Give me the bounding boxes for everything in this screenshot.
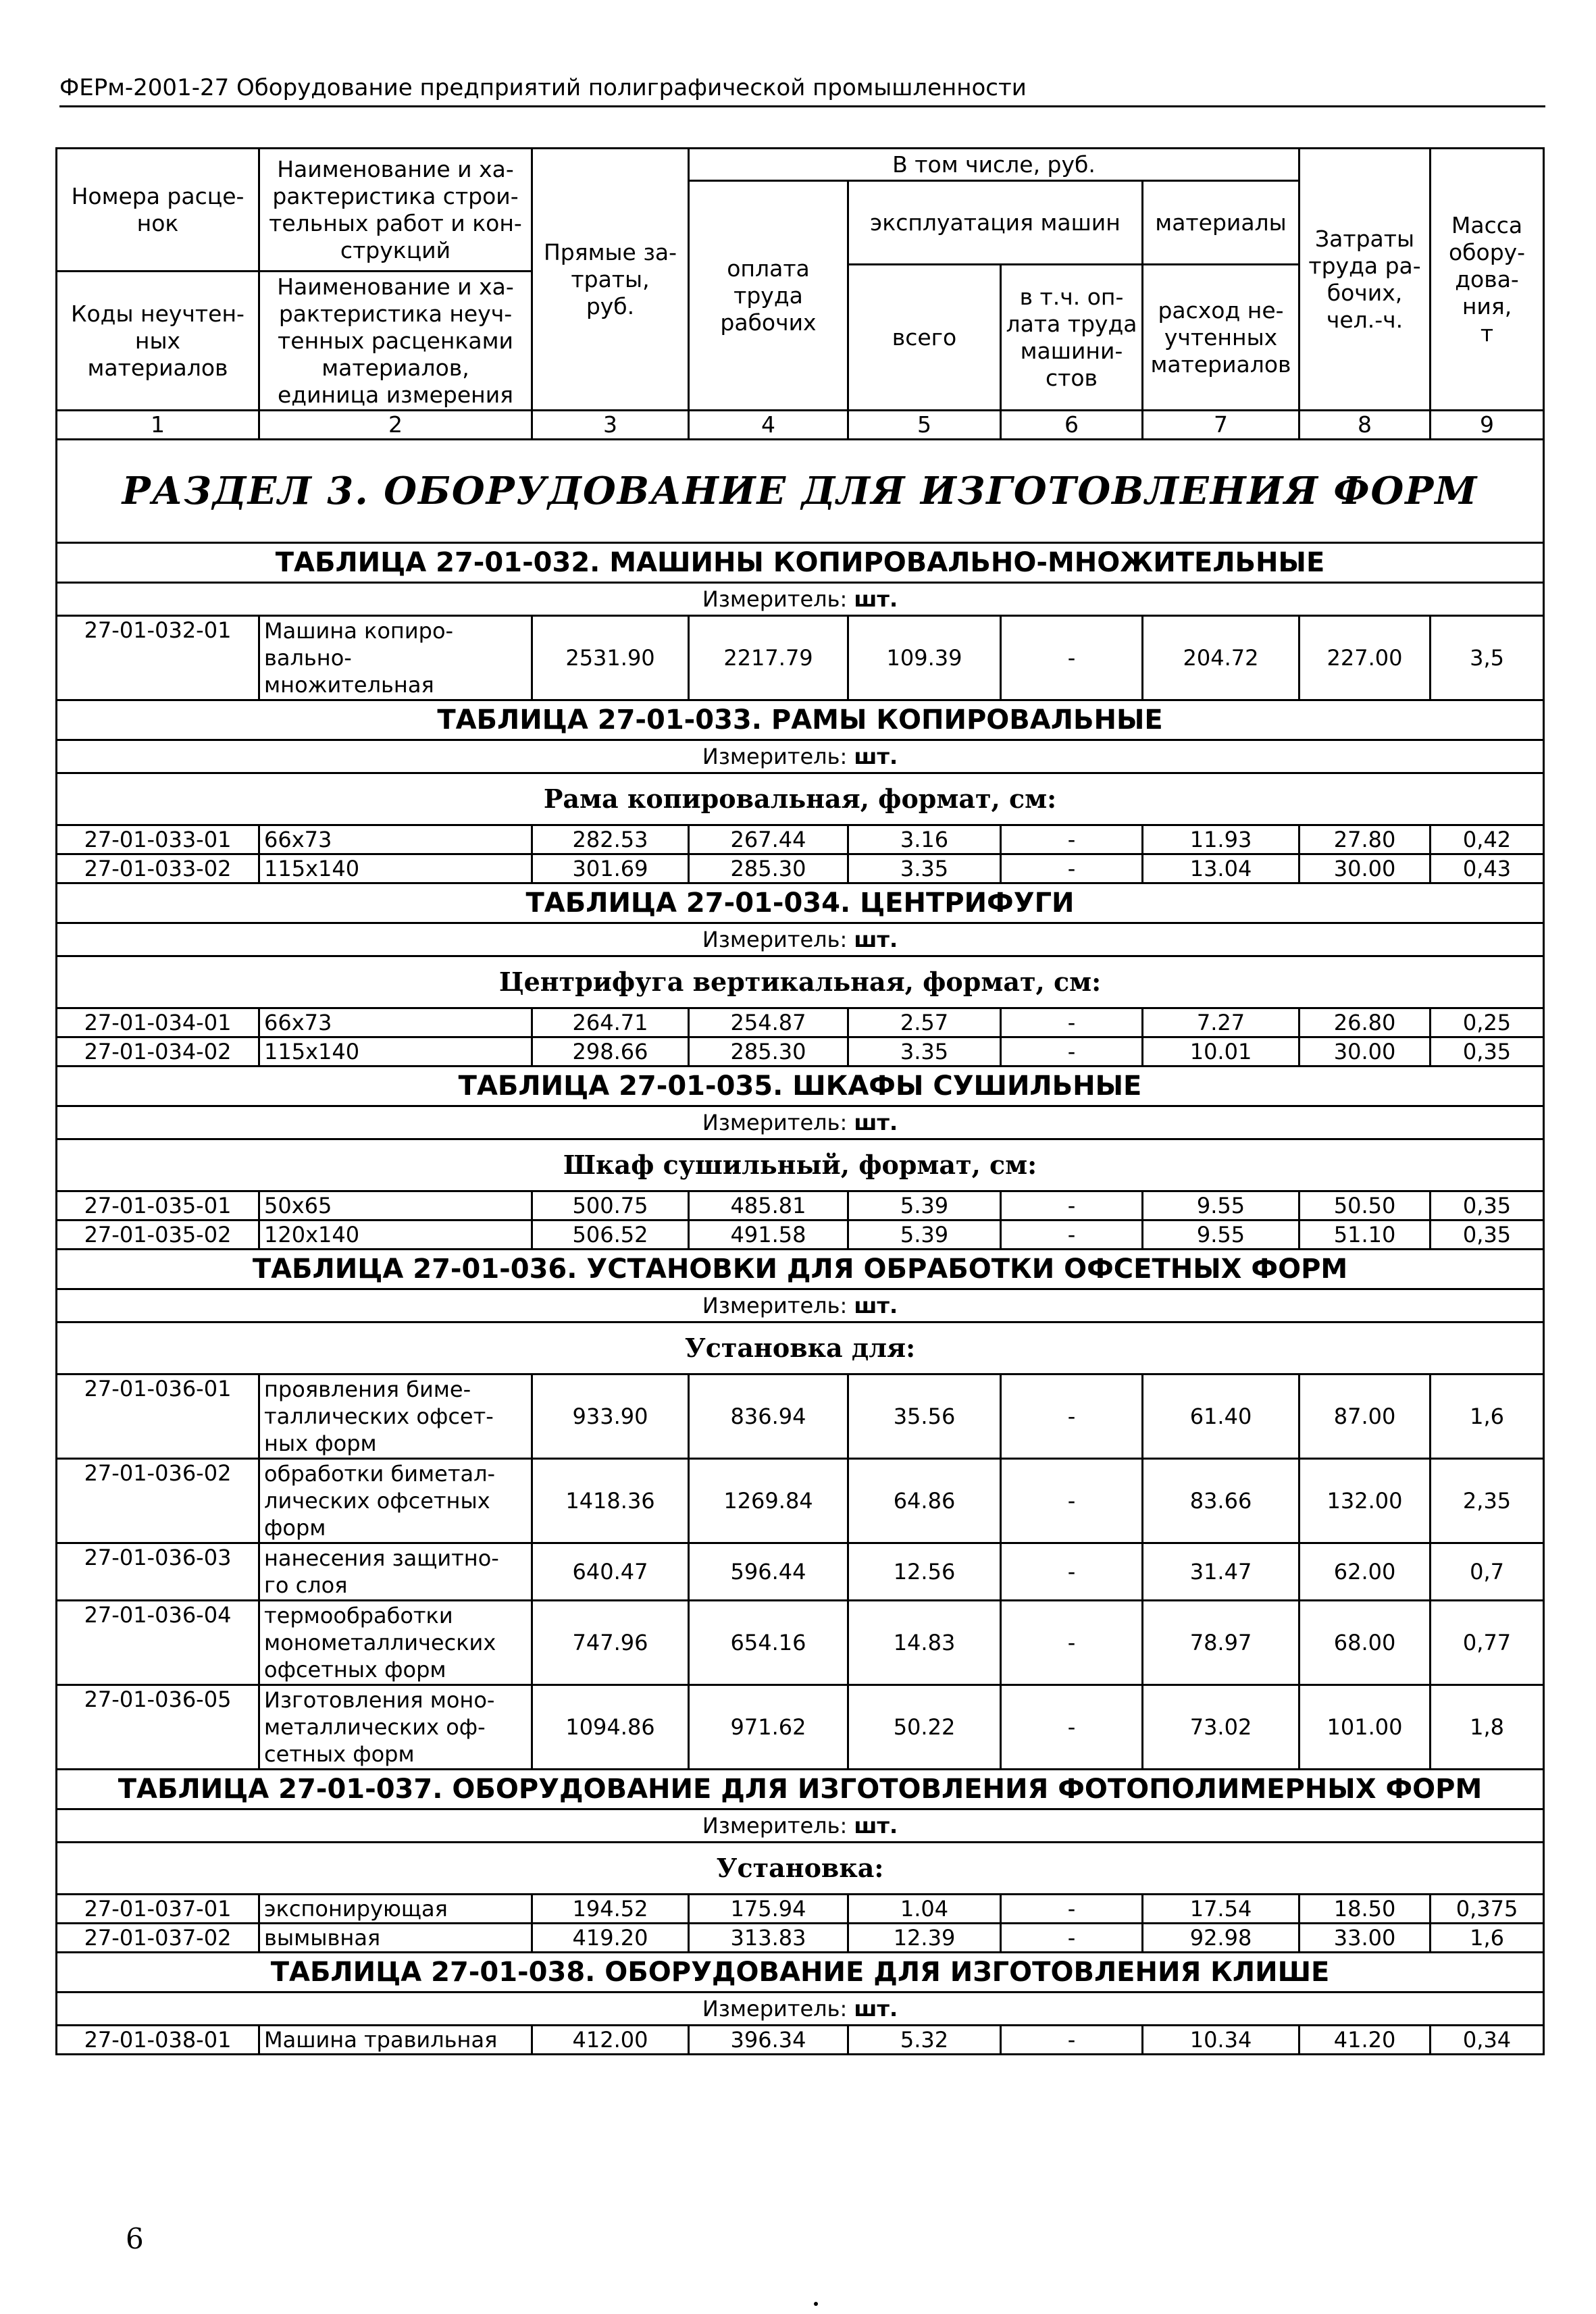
running-header: ФЕРм-2001-27 Оборудование предприятий полиграфической промышленности (59, 74, 1027, 101)
table-row (57, 1220, 1544, 1250)
equipment-mass: 1,8 (1431, 1685, 1544, 1770)
rate-code: 27-01-034-01 (57, 1008, 259, 1037)
worker-pay: 396.34 (689, 2026, 848, 2055)
header-equipment-mass: Масса обору- дова- ния, т (1431, 149, 1544, 411)
equipment-mass: 1,6 (1431, 1924, 1544, 1953)
equipment-mass: 3,5 (1431, 616, 1544, 700)
item-name: Машина травильная (259, 2026, 532, 2055)
header-rate-number: Номера расце- нок (57, 149, 259, 272)
machinist-pay: - (1001, 1543, 1143, 1601)
rate-code: 27-01-032-01 (57, 616, 259, 700)
section-title: РАЗДЕЛ 3. ОБОРУДОВАНИЕ ДЛЯ ИЗГОТОВЛЕНИЯ ФОРМ (57, 440, 1544, 543)
worker-pay: 2217.79 (689, 616, 848, 700)
meter-unit: шт. (854, 1813, 898, 1839)
item-name: 50x65 (259, 1191, 532, 1220)
table-row (57, 825, 1544, 854)
machinist-pay: - (1001, 1459, 1143, 1543)
machine-total: 3.35 (848, 854, 1001, 883)
column-number: 1 (57, 411, 259, 440)
worker-pay: 1269.84 (689, 1459, 848, 1543)
header-materials: материалы (1143, 181, 1299, 265)
column-number: 4 (689, 411, 848, 440)
meter-label: Измеритель: (702, 1293, 848, 1318)
meter-unit: шт. (854, 744, 898, 769)
materials: 9.55 (1143, 1220, 1299, 1250)
header-machine-operation: эксплуатация машин (848, 181, 1143, 265)
meter-unit: шт. (854, 586, 898, 612)
table-row (57, 2026, 1544, 2055)
equipment-mass: 0,34 (1431, 2026, 1544, 2055)
header-unaccounted-materials: расход не- учтенных материалов (1143, 265, 1299, 411)
machine-total: 64.86 (848, 1459, 1001, 1543)
table-title: ТАБЛИЦА 27-01-036. УСТАНОВКИ ДЛЯ ОБРАБОТКИ ОФСЕТНЫХ ФОРМ (57, 1250, 1544, 1289)
item-name: 120x140 (259, 1220, 532, 1250)
header-labor-hours: Затраты труда ра- бочих, чел.-ч. (1299, 149, 1431, 411)
labor-hours: 87.00 (1299, 1374, 1431, 1459)
meter-label: Измеритель: (702, 744, 848, 769)
machinist-pay: - (1001, 2026, 1143, 2055)
machinist-pay: - (1001, 1685, 1143, 1770)
column-number: 3 (532, 411, 689, 440)
rate-code: 27-01-037-02 (57, 1924, 259, 1953)
materials: 10.01 (1143, 1037, 1299, 1066)
machine-total: 50.22 (848, 1685, 1001, 1770)
header-material-codes: Коды неучтен- ных материалов (57, 272, 259, 411)
table-row (57, 1008, 1544, 1037)
meter-label: Измеритель: (702, 1813, 848, 1839)
meter-line (57, 1289, 1544, 1322)
meter-line (57, 740, 1544, 773)
materials: 31.47 (1143, 1543, 1299, 1601)
item-name: нанесения защитно- го слоя (259, 1543, 532, 1601)
meter-unit: шт. (854, 1996, 898, 2022)
materials: 17.54 (1143, 1895, 1299, 1924)
table-title: ТАБЛИЦА 27-01-033. РАМЫ КОПИРОВАЛЬНЫЕ (57, 700, 1544, 740)
meter-label: Измеритель: (702, 1110, 848, 1135)
meter-line (57, 923, 1544, 956)
item-name: 66x73 (259, 1008, 532, 1037)
rate-code: 27-01-036-02 (57, 1459, 259, 1543)
labor-hours: 68.00 (1299, 1601, 1431, 1685)
machinist-pay: - (1001, 1601, 1143, 1685)
item-name: вымывная (259, 1924, 532, 1953)
labor-hours: 227.00 (1299, 616, 1431, 700)
direct-costs: 264.71 (532, 1008, 689, 1037)
meter-label: Измеритель: (702, 586, 848, 612)
item-name: 66x73 (259, 825, 532, 854)
direct-costs: 298.66 (532, 1037, 689, 1066)
worker-pay: 491.58 (689, 1220, 848, 1250)
table-row (57, 1601, 1544, 1685)
group-heading: Рама копировальная, формат, см: (57, 773, 1544, 825)
rate-code: 27-01-036-03 (57, 1543, 259, 1601)
labor-hours: 101.00 (1299, 1685, 1431, 1770)
machine-total: 12.39 (848, 1924, 1001, 1953)
rate-code: 27-01-036-05 (57, 1685, 259, 1770)
rates-table (55, 147, 1545, 2055)
direct-costs: 301.69 (532, 854, 689, 883)
table-row (57, 616, 1544, 700)
header-including: В том числе, руб. (689, 149, 1299, 181)
machine-total: 5.32 (848, 2026, 1001, 2055)
rate-code: 27-01-034-02 (57, 1037, 259, 1066)
item-name: Изготовления моно- металлических оф- сетных форм (259, 1685, 532, 1770)
item-name: экспонирующая (259, 1895, 532, 1924)
machine-total: 12.56 (848, 1543, 1001, 1601)
table-title: ТАБЛИЦА 27-01-032. МАШИНЫ КОПИРОВАЛЬНО-МНОЖИТЕЛЬНЫЕ (57, 543, 1544, 583)
equipment-mass: 0,25 (1431, 1008, 1544, 1037)
rate-code: 27-01-035-02 (57, 1220, 259, 1250)
table-row (57, 1543, 1544, 1601)
table-title: ТАБЛИЦА 27-01-038. ОБОРУДОВАНИЕ ДЛЯ ИЗГОТОВЛЕНИЯ КЛИШЕ (57, 1953, 1544, 1992)
machinist-pay: - (1001, 1191, 1143, 1220)
worker-pay: 254.87 (689, 1008, 848, 1037)
header-machine-total: всего (848, 265, 1001, 411)
materials: 61.40 (1143, 1374, 1299, 1459)
equipment-mass: 0,43 (1431, 854, 1544, 883)
direct-costs: 506.52 (532, 1220, 689, 1250)
table-row (57, 1685, 1544, 1770)
table-row (57, 1459, 1544, 1543)
rate-code: 27-01-036-04 (57, 1601, 259, 1685)
rate-code: 27-01-033-01 (57, 825, 259, 854)
direct-costs: 640.47 (532, 1543, 689, 1601)
equipment-mass: 0,35 (1431, 1037, 1544, 1066)
materials: 78.97 (1143, 1601, 1299, 1685)
rate-code: 27-01-038-01 (57, 2026, 259, 2055)
machinist-pay: - (1001, 1895, 1143, 1924)
machinist-pay: - (1001, 616, 1143, 700)
equipment-mass: 1,6 (1431, 1374, 1544, 1459)
machine-total: 5.39 (848, 1220, 1001, 1250)
materials: 73.02 (1143, 1685, 1299, 1770)
direct-costs: 1094.86 (532, 1685, 689, 1770)
item-name: Машина копиро- вально- множительная (259, 616, 532, 700)
materials: 13.04 (1143, 854, 1299, 883)
equipment-mass: 0,35 (1431, 1220, 1544, 1250)
machine-total: 2.57 (848, 1008, 1001, 1037)
worker-pay: 485.81 (689, 1191, 848, 1220)
materials: 204.72 (1143, 616, 1299, 700)
item-name: 115x140 (259, 854, 532, 883)
meter-line (57, 1809, 1544, 1843)
table-row (57, 854, 1544, 883)
machine-total: 3.35 (848, 1037, 1001, 1066)
header-rule (59, 105, 1545, 107)
meter-unit: шт. (854, 1110, 898, 1135)
table-row (57, 1924, 1544, 1953)
meter-unit: шт. (854, 927, 898, 952)
column-number: 9 (1431, 411, 1544, 440)
meter-label: Измеритель: (702, 927, 848, 952)
materials: 11.93 (1143, 825, 1299, 854)
machinist-pay: - (1001, 1037, 1143, 1066)
machine-total: 14.83 (848, 1601, 1001, 1685)
table-title: ТАБЛИЦА 27-01-037. ОБОРУДОВАНИЕ ДЛЯ ИЗГОТОВЛЕНИЯ ФОТОПОЛИМЕРНЫХ ФОРМ (57, 1770, 1544, 1809)
labor-hours: 51.10 (1299, 1220, 1431, 1250)
machine-total: 35.56 (848, 1374, 1001, 1459)
column-number: 6 (1001, 411, 1143, 440)
worker-pay: 285.30 (689, 854, 848, 883)
worker-pay: 971.62 (689, 1685, 848, 1770)
equipment-mass: 0,35 (1431, 1191, 1544, 1220)
table-title: ТАБЛИЦА 27-01-035. ШКАФЫ СУШИЛЬНЫЕ (57, 1066, 1544, 1106)
labor-hours: 132.00 (1299, 1459, 1431, 1543)
group-heading: Установка: (57, 1843, 1544, 1895)
materials: 10.34 (1143, 2026, 1299, 2055)
materials: 83.66 (1143, 1459, 1299, 1543)
item-name: 115x140 (259, 1037, 532, 1066)
column-number: 7 (1143, 411, 1299, 440)
labor-hours: 30.00 (1299, 1037, 1431, 1066)
worker-pay: 596.44 (689, 1543, 848, 1601)
column-number: 8 (1299, 411, 1431, 440)
labor-hours: 62.00 (1299, 1543, 1431, 1601)
worker-pay: 313.83 (689, 1924, 848, 1953)
item-name: проявления биме- таллических офсет- ных форм (259, 1374, 532, 1459)
direct-costs: 933.90 (532, 1374, 689, 1459)
labor-hours: 50.50 (1299, 1191, 1431, 1220)
header-work-name: Наименование и ха- рактеристика строи- тельных работ и кон- струкций (259, 149, 532, 272)
table-title: ТАБЛИЦА 27-01-034. ЦЕНТРИФУГИ (57, 883, 1544, 923)
meter-label: Измеритель: (702, 1996, 848, 2022)
equipment-mass: 0,77 (1431, 1601, 1544, 1685)
labor-hours: 30.00 (1299, 854, 1431, 883)
direct-costs: 419.20 (532, 1924, 689, 1953)
table-row (57, 1191, 1544, 1220)
column-number: 2 (259, 411, 532, 440)
machinist-pay: - (1001, 854, 1143, 883)
equipment-mass: 0,42 (1431, 825, 1544, 854)
column-numbers-row (57, 411, 1544, 440)
table-row (57, 1037, 1544, 1066)
column-number: 5 (848, 411, 1001, 440)
header-material-name: Наименование и ха- рактеристика неуч- тенных расценками материалов, единица измерения (259, 272, 532, 411)
item-name: обработки биметал- лических офсетных форм (259, 1459, 532, 1543)
worker-pay: 285.30 (689, 1037, 848, 1066)
header-machinist-pay: в т.ч. оп- лата труда машини- стов (1001, 265, 1143, 411)
meter-line (57, 1992, 1544, 2026)
direct-costs: 412.00 (532, 2026, 689, 2055)
machinist-pay: - (1001, 1008, 1143, 1037)
header-worker-pay: оплата труда рабочих (689, 181, 848, 411)
worker-pay: 654.16 (689, 1601, 848, 1685)
direct-costs: 2531.90 (532, 616, 689, 700)
materials: 7.27 (1143, 1008, 1299, 1037)
table-header (57, 149, 1544, 440)
machine-total: 109.39 (848, 616, 1001, 700)
item-name: термообработки монометаллических офсетных форм (259, 1601, 532, 1685)
worker-pay: 836.94 (689, 1374, 848, 1459)
direct-costs: 747.96 (532, 1601, 689, 1685)
meter-unit: шт. (854, 1293, 898, 1318)
labor-hours: 33.00 (1299, 1924, 1431, 1953)
direct-costs: 500.75 (532, 1191, 689, 1220)
rate-code: 27-01-035-01 (57, 1191, 259, 1220)
machine-total: 1.04 (848, 1895, 1001, 1924)
group-heading: Установка для: (57, 1322, 1544, 1374)
labor-hours: 26.80 (1299, 1008, 1431, 1037)
scan-speck (814, 2302, 818, 2306)
machinist-pay: - (1001, 1924, 1143, 1953)
materials: 92.98 (1143, 1924, 1299, 1953)
equipment-mass: 2,35 (1431, 1459, 1544, 1543)
labor-hours: 41.20 (1299, 2026, 1431, 2055)
direct-costs: 194.52 (532, 1895, 689, 1924)
group-heading: Шкаф сушильный, формат, см: (57, 1139, 1544, 1191)
rate-code: 27-01-037-01 (57, 1895, 259, 1924)
machinist-pay: - (1001, 1220, 1143, 1250)
materials: 9.55 (1143, 1191, 1299, 1220)
labor-hours: 27.80 (1299, 825, 1431, 854)
equipment-mass: 0,7 (1431, 1543, 1544, 1601)
rate-code: 27-01-033-02 (57, 854, 259, 883)
direct-costs: 282.53 (532, 825, 689, 854)
meter-line (57, 583, 1544, 616)
direct-costs: 1418.36 (532, 1459, 689, 1543)
machine-total: 3.16 (848, 825, 1001, 854)
table-row (57, 1895, 1544, 1924)
worker-pay: 175.94 (689, 1895, 848, 1924)
machine-total: 5.39 (848, 1191, 1001, 1220)
machinist-pay: - (1001, 1374, 1143, 1459)
rate-code: 27-01-036-01 (57, 1374, 259, 1459)
table-row (57, 1374, 1544, 1459)
table-body (57, 440, 1544, 2055)
page-number: 6 (126, 2222, 144, 2255)
worker-pay: 267.44 (689, 825, 848, 854)
group-heading: Центрифуга вертикальная, формат, см: (57, 956, 1544, 1008)
header-direct-costs: Прямые за- траты, руб. (532, 149, 689, 411)
labor-hours: 18.50 (1299, 1895, 1431, 1924)
meter-line (57, 1106, 1544, 1139)
machinist-pay: - (1001, 825, 1143, 854)
equipment-mass: 0,375 (1431, 1895, 1544, 1924)
